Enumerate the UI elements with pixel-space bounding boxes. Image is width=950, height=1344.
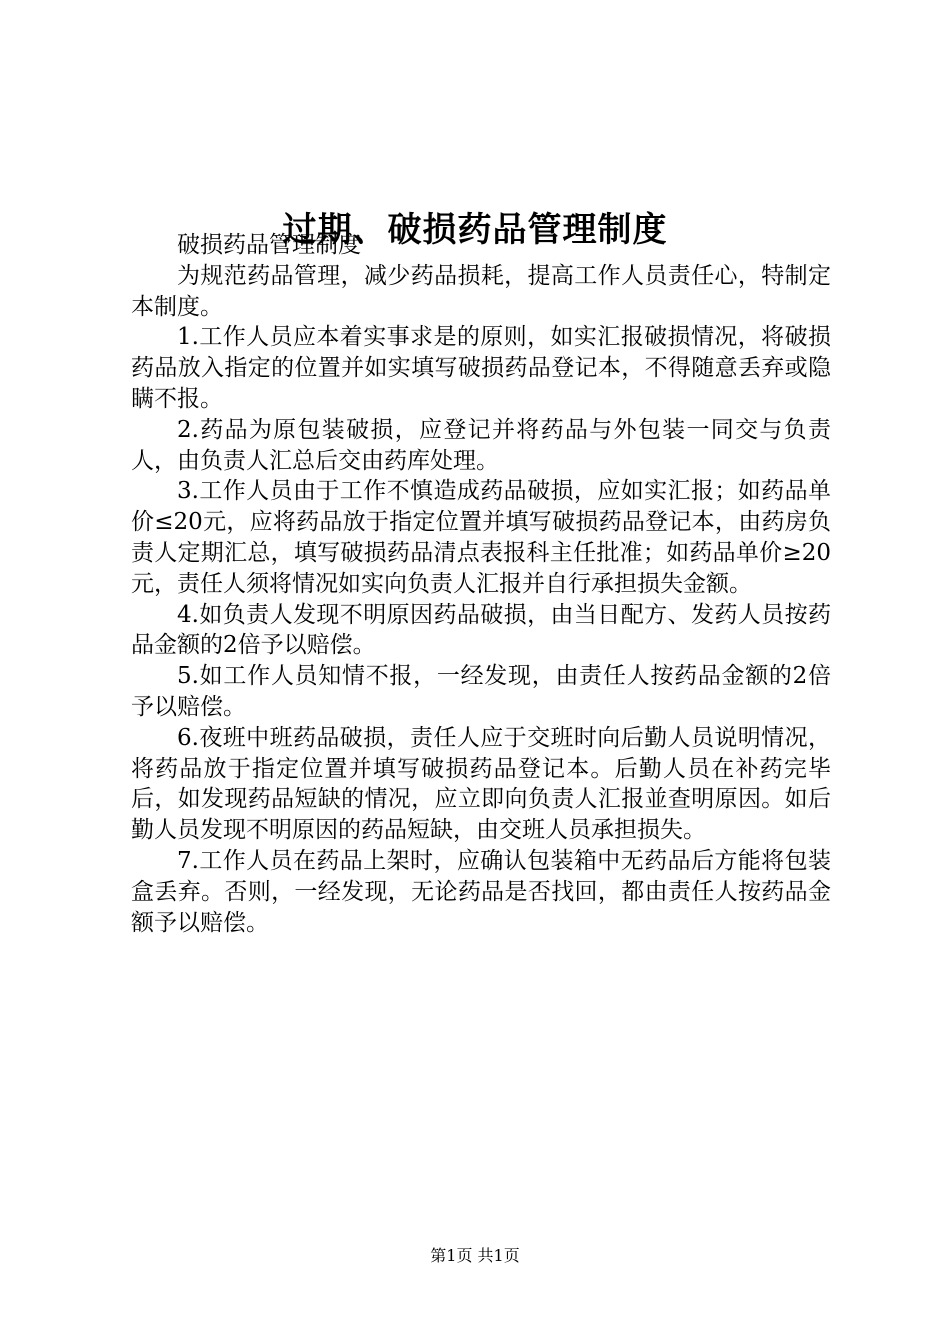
rule-paragraph-6: 6.夜班中班药品破损，责任人应于交班时向后勤人员说明情况，将药品放于指定位置并填写破损药品登记本。后勤人员在补药完毕后，如发现药品短缺的情况，应立即向负责人汇报並查明原因。如后勤人员发现不明原因的药品短缺，由交班人员承担损失。 bbox=[131, 724, 831, 844]
rule-paragraph-2: 2.药品为原包装破损，应登记并将药品与外包装一同交与负责人，由负责人汇总后交由药库处理。 bbox=[131, 416, 831, 474]
rule-paragraph-1: 1.工作人员应本着实事求是的原则，如实汇报破损情况，将破损药品放入指定的位置并如实填写破损药品登记本，不得随意丢弃或隐瞒不报。 bbox=[131, 324, 831, 412]
intro-paragraph: 为规范药品管理，减少药品损耗，提高工作人员责任心，特制定本制度。 bbox=[131, 262, 831, 320]
rule-paragraph-4: 4.如负责人发现不明原因药品破损，由当日配方、发药人员按药品金额的2倍予以赔偿。 bbox=[131, 601, 831, 659]
section-heading: 破损药品管理制度 bbox=[177, 232, 361, 258]
rule-paragraph-5: 5.如工作人员知情不报，一经发现，由责任人按药品金额的2倍予以赔偿。 bbox=[131, 663, 831, 720]
document-body bbox=[131, 230, 831, 938]
rule-paragraph-3: 3.工作人员由于工作不慎造成药品破损，应如实汇报；如药品单价≤20元，应将药品放于指定位置并填写破损药品登记本，由药房负责人定期汇总，填写破损药品清点表报科主任批准；如药品单价≥20元，责任人须将情况如实向负责人汇报并自行承担损失金额。 bbox=[131, 478, 831, 597]
page-number-footer: 第1页 共1页 bbox=[430, 1246, 520, 1265]
rule-paragraph-7: 7.工作人员在药品上架时，应确认包装箱中无药品后方能将包装盒丢弃。否则，一经发现，无论药品是否找回，都由责任人按药品金额予以赔偿。 bbox=[131, 847, 831, 936]
document-title: 过期、破损药品管理制度 bbox=[282, 209, 668, 250]
